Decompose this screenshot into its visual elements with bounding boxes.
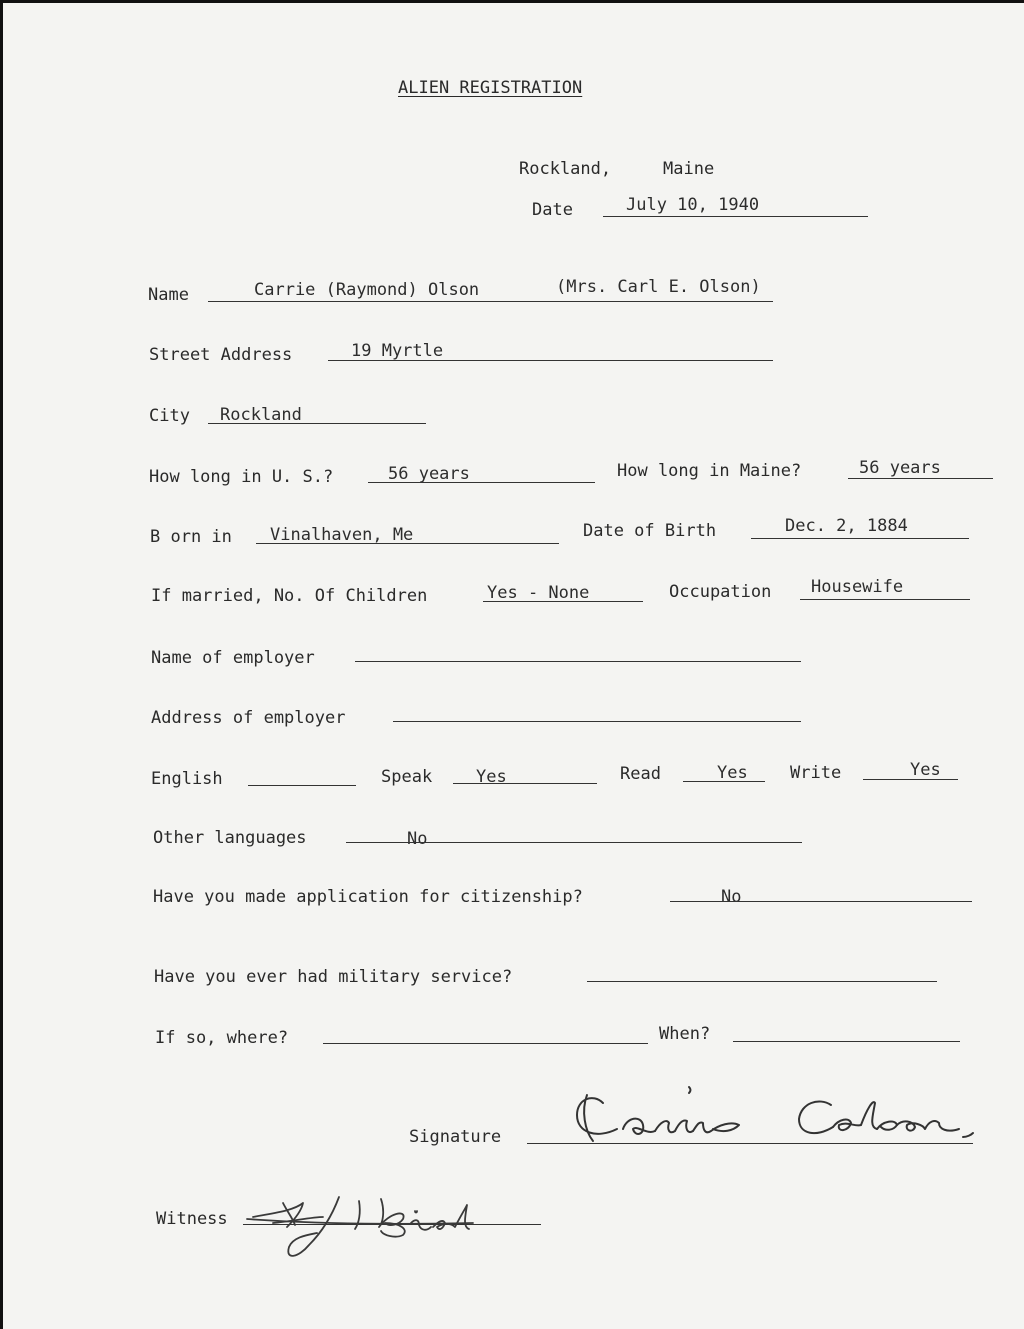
speak-value: Yes	[476, 767, 507, 787]
employer-line	[355, 661, 801, 662]
employer-address-label: Address of employer	[151, 708, 346, 728]
maine-label: How long in Maine?	[617, 461, 802, 481]
married-value: Yes - None	[487, 583, 590, 603]
maine-value: 56 years	[859, 458, 941, 478]
street-line	[328, 360, 773, 361]
city-value: Rockland	[220, 405, 302, 425]
other-lang-value: No	[407, 829, 428, 849]
name-line	[208, 301, 773, 302]
citizenship-line	[670, 901, 972, 902]
witness-label: Witness	[156, 1209, 228, 1229]
dob-label: Date of Birth	[583, 521, 717, 541]
dob-value: Dec. 2, 1884	[785, 516, 908, 536]
maine-line	[848, 478, 993, 479]
date-label: Date	[532, 200, 573, 220]
write-value: Yes	[910, 760, 941, 780]
write-label: Write	[790, 763, 842, 783]
signature-label: Signature	[409, 1127, 502, 1147]
us-line	[368, 482, 595, 483]
witness-handwriting	[243, 1183, 493, 1268]
dob-line	[751, 538, 969, 539]
speak-label: Speak	[381, 767, 433, 787]
english-line	[248, 785, 356, 786]
write-line	[863, 779, 958, 780]
signature-handwriting	[563, 1081, 983, 1151]
state-header: Maine	[663, 159, 715, 179]
when-label: When?	[659, 1024, 711, 1044]
us-value: 56 years	[388, 464, 470, 484]
employer-label: Name of employer	[151, 648, 315, 668]
city-label: City	[149, 406, 190, 426]
date-value: July 10, 1940	[626, 195, 760, 215]
form-title: ALIEN REGISTRATION	[398, 78, 583, 98]
occupation-value: Housewife	[811, 577, 904, 597]
born-value: Vinalhaven, Me	[270, 525, 414, 545]
other-lang-line	[346, 842, 802, 843]
read-value: Yes	[717, 763, 748, 783]
military-line	[587, 981, 937, 982]
married-line	[483, 601, 643, 602]
other-lang-label: Other languages	[153, 828, 307, 848]
name-value: Carrie (Raymond) Olson	[254, 280, 480, 300]
born-label: B orn in	[150, 527, 232, 547]
name-extra-value: (Mrs. Carl E. Olson)	[556, 277, 761, 297]
english-label: English	[151, 769, 223, 789]
citizenship-label: Have you made application for citizenship?	[153, 887, 583, 907]
married-label: If married, No. Of Children	[151, 586, 428, 606]
us-label: How long in U. S.?	[149, 467, 334, 487]
speak-line	[453, 783, 597, 784]
citizenship-value: No	[721, 887, 742, 907]
name-label: Name	[148, 285, 189, 305]
where-label: If so, where?	[155, 1028, 289, 1048]
read-line	[683, 781, 765, 782]
when-line	[733, 1041, 960, 1042]
city-line	[208, 423, 426, 424]
where-line	[323, 1043, 648, 1044]
street-value: 19 Myrtle	[351, 341, 444, 361]
city-header: Rockland,	[519, 159, 612, 179]
born-line	[256, 543, 559, 544]
date-line	[603, 216, 868, 217]
military-label: Have you ever had military service?	[154, 967, 513, 987]
read-label: Read	[620, 764, 661, 784]
occupation-label: Occupation	[669, 582, 772, 602]
street-label: Street Address	[149, 345, 293, 365]
employer-address-line	[393, 721, 801, 722]
occupation-line	[800, 599, 970, 600]
